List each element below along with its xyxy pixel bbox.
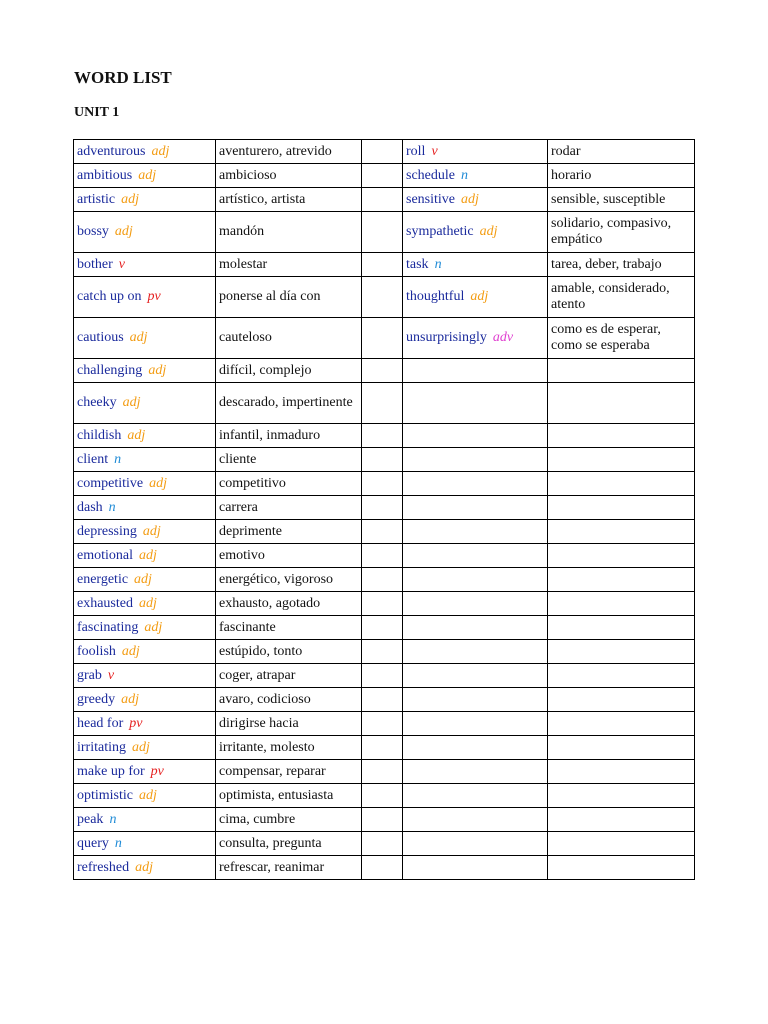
translation-cell-right bbox=[548, 424, 695, 448]
word: challenging bbox=[77, 362, 143, 378]
part-of-speech: v bbox=[431, 143, 438, 159]
word-cell bbox=[74, 318, 216, 359]
translation-cell-right bbox=[548, 832, 695, 856]
word-cell-right bbox=[403, 383, 548, 424]
word: ambitious bbox=[77, 167, 133, 183]
column-gap bbox=[362, 448, 403, 472]
translation-cell: cliente bbox=[216, 448, 362, 472]
word-cell bbox=[74, 808, 216, 832]
word-cell-right bbox=[403, 616, 548, 640]
translation-cell-right: solidario, compasivo, empático bbox=[548, 212, 695, 253]
word-cell bbox=[74, 784, 216, 808]
translation-cell-right: rodar bbox=[548, 140, 695, 164]
part-of-speech: pv bbox=[147, 289, 161, 304]
word-cell-right bbox=[403, 808, 548, 832]
word-list-body bbox=[74, 140, 695, 880]
word: competitive bbox=[77, 475, 144, 491]
translation-cell-right bbox=[548, 640, 695, 664]
unit-heading: UNIT 1 bbox=[74, 105, 120, 120]
word: energetic bbox=[77, 571, 129, 587]
word-cell bbox=[74, 640, 216, 664]
translation-cell-right bbox=[548, 568, 695, 592]
part-of-speech: adj bbox=[479, 224, 498, 239]
word-cell bbox=[74, 712, 216, 736]
translation-cell-right bbox=[548, 616, 695, 640]
part-of-speech: adj bbox=[139, 787, 157, 803]
table-row bbox=[74, 640, 695, 664]
part-of-speech: n bbox=[434, 256, 442, 272]
column-gap bbox=[362, 472, 403, 496]
word: optimistic bbox=[77, 787, 133, 803]
word: make up for bbox=[77, 763, 145, 779]
word: head for bbox=[77, 715, 124, 731]
translation-cell: cima, cumbre bbox=[216, 808, 362, 832]
word: peak bbox=[77, 811, 104, 827]
translation-cell-right bbox=[548, 760, 695, 784]
table-row bbox=[74, 318, 695, 359]
word: roll bbox=[406, 143, 426, 159]
word: schedule bbox=[406, 167, 455, 183]
word: dash bbox=[77, 499, 103, 515]
word-cell bbox=[74, 616, 216, 640]
table-row bbox=[74, 544, 695, 568]
translation-cell: avaro, codicioso bbox=[216, 688, 362, 712]
word-cell bbox=[74, 736, 216, 760]
table-row bbox=[74, 688, 695, 712]
word-cell-right bbox=[403, 856, 548, 880]
part-of-speech: adj bbox=[138, 167, 157, 183]
part-of-speech: adj bbox=[139, 547, 157, 563]
part-of-speech: adj bbox=[114, 224, 133, 239]
word: fascinating bbox=[77, 619, 139, 635]
word-cell-right bbox=[403, 736, 548, 760]
part-of-speech: adj bbox=[127, 427, 146, 443]
part-of-speech: n bbox=[109, 811, 117, 827]
word: adventurous bbox=[77, 143, 146, 159]
word-cell-right bbox=[403, 520, 548, 544]
part-of-speech: adj bbox=[151, 143, 170, 159]
table-row bbox=[74, 760, 695, 784]
translation-cell-right bbox=[548, 664, 695, 688]
translation-cell: ponerse al día con bbox=[216, 277, 362, 318]
table-row bbox=[74, 383, 695, 424]
word-cell bbox=[74, 496, 216, 520]
word: unsurprisingly bbox=[406, 330, 487, 345]
word-cell bbox=[74, 164, 216, 188]
column-gap bbox=[362, 140, 403, 164]
column-gap bbox=[362, 212, 403, 253]
word-cell bbox=[74, 520, 216, 544]
word: grab bbox=[77, 667, 102, 683]
translation-cell-right bbox=[548, 736, 695, 760]
part-of-speech: adj bbox=[149, 475, 167, 491]
word-cell bbox=[74, 856, 216, 880]
part-of-speech: adv bbox=[492, 330, 514, 345]
column-gap bbox=[362, 164, 403, 188]
word-cell bbox=[74, 212, 216, 253]
table-row bbox=[74, 277, 695, 318]
word-cell-right bbox=[403, 760, 548, 784]
part-of-speech: adj bbox=[134, 571, 152, 587]
translation-cell: exhausto, agotado bbox=[216, 592, 362, 616]
word-cell bbox=[74, 760, 216, 784]
word-cell-right bbox=[403, 592, 548, 616]
column-gap bbox=[362, 856, 403, 880]
part-of-speech: adj bbox=[135, 859, 153, 875]
page-title: WORD LIST bbox=[74, 68, 172, 87]
word-cell bbox=[74, 688, 216, 712]
translation-cell-right: sensible, susceptible bbox=[548, 188, 695, 212]
word: bother bbox=[77, 256, 113, 272]
table-row bbox=[74, 212, 695, 253]
translation-cell-right bbox=[548, 856, 695, 880]
translation-cell: aventurero, atrevido bbox=[216, 140, 362, 164]
table-row bbox=[74, 164, 695, 188]
table-row bbox=[74, 520, 695, 544]
word-cell-right bbox=[403, 318, 548, 359]
word: task bbox=[406, 256, 429, 272]
translation-cell-right bbox=[548, 784, 695, 808]
translation-cell-right bbox=[548, 808, 695, 832]
word: emotional bbox=[77, 547, 133, 563]
word: cheeky bbox=[77, 395, 117, 410]
column-gap bbox=[362, 568, 403, 592]
column-gap bbox=[362, 520, 403, 544]
part-of-speech: v bbox=[107, 667, 115, 683]
table-row bbox=[74, 448, 695, 472]
word-cell bbox=[74, 140, 216, 164]
word-cell-right bbox=[403, 188, 548, 212]
part-of-speech: adj bbox=[142, 523, 161, 539]
column-gap bbox=[362, 544, 403, 568]
table-row bbox=[74, 359, 695, 383]
translation-cell-right bbox=[548, 712, 695, 736]
part-of-speech: pv bbox=[150, 763, 164, 779]
part-of-speech: adj bbox=[121, 691, 139, 707]
word: cautious bbox=[77, 330, 124, 345]
word: refreshed bbox=[77, 859, 130, 875]
translation-cell: artístico, artista bbox=[216, 188, 362, 212]
word: foolish bbox=[77, 643, 116, 659]
word-cell-right bbox=[403, 664, 548, 688]
word-cell-right bbox=[403, 832, 548, 856]
table-row bbox=[74, 188, 695, 212]
word: depressing bbox=[77, 523, 137, 539]
word: artistic bbox=[77, 191, 116, 207]
table-row bbox=[74, 568, 695, 592]
word-cell-right bbox=[403, 472, 548, 496]
part-of-speech: n bbox=[114, 451, 122, 467]
translation-cell: mandón bbox=[216, 212, 362, 253]
part-of-speech: adj bbox=[138, 595, 157, 611]
word-cell-right bbox=[403, 568, 548, 592]
translation-cell-right: horario bbox=[548, 164, 695, 188]
word: client bbox=[77, 451, 109, 467]
translation-cell-right bbox=[548, 472, 695, 496]
translation-cell: emotivo bbox=[216, 544, 362, 568]
word: thoughtful bbox=[406, 289, 465, 304]
translation-cell: carrera bbox=[216, 496, 362, 520]
word-cell-right bbox=[403, 640, 548, 664]
translation-cell: compensar, reparar bbox=[216, 760, 362, 784]
table-row bbox=[74, 253, 695, 277]
word: sympathetic bbox=[406, 224, 474, 239]
part-of-speech: adj bbox=[144, 619, 163, 635]
column-gap bbox=[362, 712, 403, 736]
translation-cell: consulta, pregunta bbox=[216, 832, 362, 856]
part-of-speech: adj bbox=[470, 289, 489, 304]
word-cell-right bbox=[403, 253, 548, 277]
word: query bbox=[77, 835, 109, 851]
translation-cell: ambicioso bbox=[216, 164, 362, 188]
translation-cell: fascinante bbox=[216, 616, 362, 640]
translation-cell: refrescar, reanimar bbox=[216, 856, 362, 880]
word-cell-right bbox=[403, 712, 548, 736]
translation-cell-right bbox=[548, 496, 695, 520]
word: bossy bbox=[77, 224, 109, 239]
part-of-speech: adj bbox=[122, 395, 141, 410]
column-gap bbox=[362, 616, 403, 640]
part-of-speech: n bbox=[108, 499, 116, 515]
translation-cell-right bbox=[548, 688, 695, 712]
table-row bbox=[74, 664, 695, 688]
word-cell bbox=[74, 568, 216, 592]
table-row bbox=[74, 140, 695, 164]
translation-cell: molestar bbox=[216, 253, 362, 277]
word-cell bbox=[74, 253, 216, 277]
column-gap bbox=[362, 784, 403, 808]
translation-cell-right bbox=[548, 520, 695, 544]
column-gap bbox=[362, 277, 403, 318]
word-cell bbox=[74, 359, 216, 383]
part-of-speech: adj bbox=[121, 191, 139, 207]
word-cell-right bbox=[403, 212, 548, 253]
table-row bbox=[74, 808, 695, 832]
part-of-speech: adj bbox=[129, 330, 148, 345]
column-gap bbox=[362, 318, 403, 359]
translation-cell-right: como es de esperar, como se esperaba bbox=[548, 318, 695, 359]
translation-cell-right bbox=[548, 359, 695, 383]
translation-cell: deprimente bbox=[216, 520, 362, 544]
column-gap bbox=[362, 808, 403, 832]
column-gap bbox=[362, 592, 403, 616]
column-gap bbox=[362, 760, 403, 784]
translation-cell: dirigirse hacia bbox=[216, 712, 362, 736]
word-cell bbox=[74, 664, 216, 688]
word: catch up on bbox=[77, 289, 142, 304]
word-cell-right bbox=[403, 784, 548, 808]
word-cell bbox=[74, 424, 216, 448]
translation-cell-right: tarea, deber, trabajo bbox=[548, 253, 695, 277]
column-gap bbox=[362, 736, 403, 760]
part-of-speech: n bbox=[114, 835, 122, 851]
table-row bbox=[74, 472, 695, 496]
part-of-speech: adj bbox=[148, 362, 167, 378]
table-row bbox=[74, 616, 695, 640]
word-cell-right bbox=[403, 277, 548, 318]
translation-cell-right bbox=[548, 448, 695, 472]
translation-cell: competitivo bbox=[216, 472, 362, 496]
translation-cell: descarado, impertinente bbox=[216, 383, 362, 424]
translation-cell-right: amable, considerado, atento bbox=[548, 277, 695, 318]
word-cell bbox=[74, 544, 216, 568]
word-cell bbox=[74, 472, 216, 496]
column-gap bbox=[362, 496, 403, 520]
word-cell bbox=[74, 188, 216, 212]
translation-cell: energético, vigoroso bbox=[216, 568, 362, 592]
translation-cell-right bbox=[548, 592, 695, 616]
table-row bbox=[74, 784, 695, 808]
word-list-table bbox=[73, 139, 695, 880]
column-gap bbox=[362, 640, 403, 664]
column-gap bbox=[362, 688, 403, 712]
word: greedy bbox=[77, 691, 116, 707]
column-gap bbox=[362, 359, 403, 383]
word-cell-right bbox=[403, 359, 548, 383]
word-cell bbox=[74, 592, 216, 616]
word-cell bbox=[74, 832, 216, 856]
translation-cell: infantil, inmaduro bbox=[216, 424, 362, 448]
translation-cell: optimista, entusiasta bbox=[216, 784, 362, 808]
table-row bbox=[74, 712, 695, 736]
word-cell-right bbox=[403, 688, 548, 712]
word: irritating bbox=[77, 739, 126, 755]
part-of-speech: n bbox=[460, 167, 468, 183]
table-row bbox=[74, 832, 695, 856]
column-gap bbox=[362, 188, 403, 212]
part-of-speech: adj bbox=[132, 739, 150, 755]
word: childish bbox=[77, 427, 122, 443]
word: exhausted bbox=[77, 595, 133, 611]
table-row bbox=[74, 856, 695, 880]
word-cell bbox=[74, 277, 216, 318]
part-of-speech: adj bbox=[121, 643, 140, 659]
word-cell bbox=[74, 383, 216, 424]
column-gap bbox=[362, 664, 403, 688]
table-row bbox=[74, 592, 695, 616]
table-row bbox=[74, 496, 695, 520]
part-of-speech: adj bbox=[461, 191, 479, 207]
translation-cell: estúpido, tonto bbox=[216, 640, 362, 664]
column-gap bbox=[362, 424, 403, 448]
column-gap bbox=[362, 383, 403, 424]
translation-cell-right bbox=[548, 383, 695, 424]
word-cell bbox=[74, 448, 216, 472]
part-of-speech: pv bbox=[129, 715, 143, 731]
table-row bbox=[74, 424, 695, 448]
translation-cell-right bbox=[548, 544, 695, 568]
column-gap bbox=[362, 832, 403, 856]
column-gap bbox=[362, 253, 403, 277]
table-row bbox=[74, 736, 695, 760]
word-cell-right bbox=[403, 140, 548, 164]
word-cell-right bbox=[403, 448, 548, 472]
word-cell-right bbox=[403, 496, 548, 520]
part-of-speech: v bbox=[118, 256, 125, 272]
word-cell-right bbox=[403, 424, 548, 448]
translation-cell: coger, atrapar bbox=[216, 664, 362, 688]
word-cell-right bbox=[403, 164, 548, 188]
translation-cell: cauteloso bbox=[216, 318, 362, 359]
word: sensitive bbox=[406, 191, 455, 207]
translation-cell: difícil, complejo bbox=[216, 359, 362, 383]
translation-cell: irritante, molesto bbox=[216, 736, 362, 760]
word-cell-right bbox=[403, 544, 548, 568]
